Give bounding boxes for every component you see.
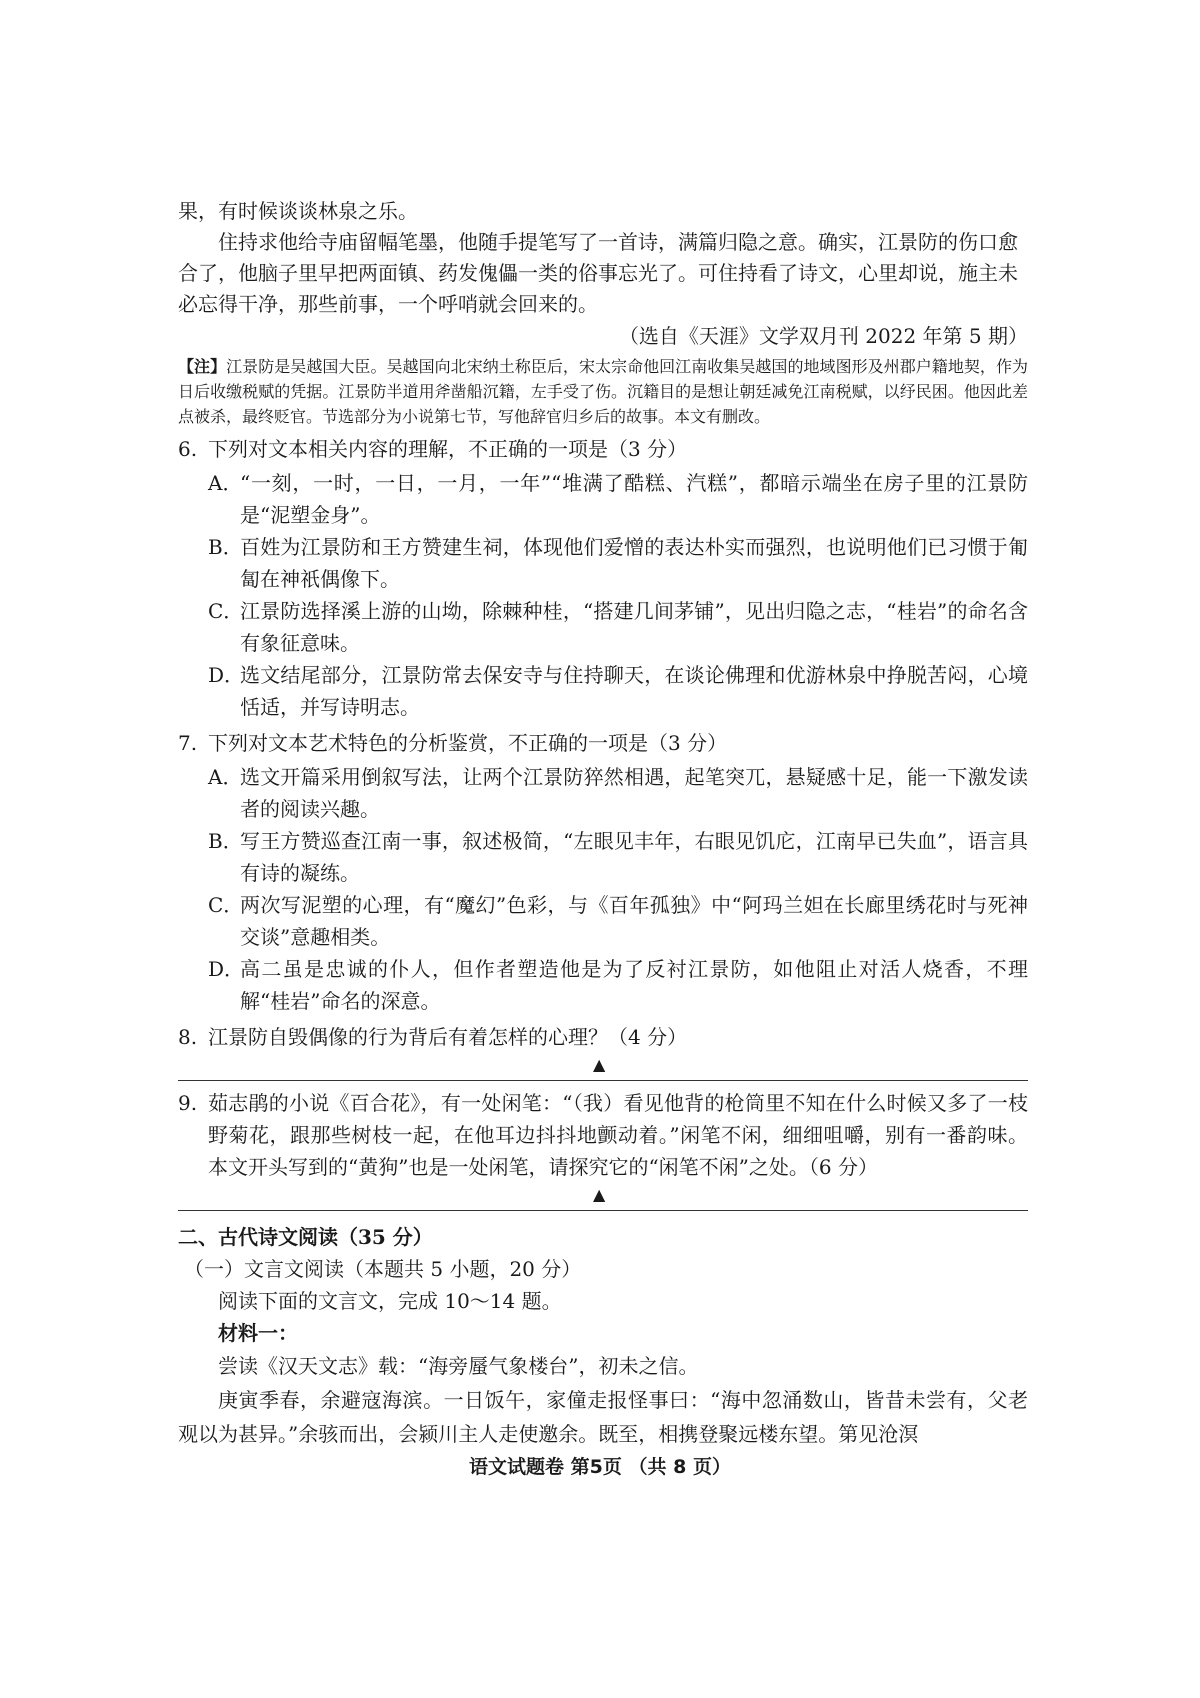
material-label: 材料一： — [218, 1321, 298, 1345]
option-label: B． — [208, 535, 243, 559]
option-label: A． — [208, 471, 243, 495]
option-text: 百姓为江景防和王方赞建生祠，体现他们爱憎的表达朴实而强烈，也说明他们已习惯于匍匐在神祇偶像下。 — [240, 535, 1028, 591]
source-citation: （选自《天涯》文学双月刊 2022 年第 5 期） — [618, 324, 1028, 348]
option-a — [208, 467, 1028, 531]
option-text: 选文开篇采用倒叙写法，让两个江景防猝然相遇，起笔突兀，悬疑感十足，能一下激发读者的阅读兴趣。 — [240, 765, 1028, 821]
option-label: A． — [208, 765, 243, 789]
option-d — [208, 953, 1028, 1017]
question-number: 6. — [178, 437, 198, 461]
option-text: 江景防选择溪上游的山坳，除棘种桂，“搭建几间茅铺”，见出归隐之志，“桂岩”的命名含有象征意味。 — [240, 599, 1028, 655]
page-content — [178, 196, 1028, 1451]
footnote — [178, 354, 1028, 429]
question-number: 8. — [178, 1025, 198, 1049]
question-stem: 下列对文本相关内容的理解，不正确的一项是（3 分） — [208, 437, 688, 461]
option-text: 写王方赞巡查江南一事，叙述极简，“左眼见丰年，右眼见饥庀，江南早已失血”，语言具有诗的凝练。 — [240, 829, 1028, 885]
option-a — [208, 761, 1028, 825]
option-d — [208, 659, 1028, 723]
subsection-title: （一）文言文阅读（本题共 5 小题，20 分） — [184, 1257, 582, 1281]
story-paragraph: 住持求他给寺庙留幅笔墨，他随手提笔写了一首诗，满篇归隐之意。确实，江景防的伤口愈合了，他脑子里早把两面镇、药发傀儡一类的俗事忘光了。可住持看了诗文，心里却说，施主未必忘得干净，那些前事，一个呼哨就会回来的。 — [178, 230, 1018, 316]
answer-line — [178, 1080, 1028, 1081]
question-number: 7. — [178, 731, 198, 755]
section-title: 二、古代诗文阅读（35 分） — [178, 1225, 433, 1249]
question-9 — [178, 1087, 1028, 1183]
continuation-line: 果，有时候谈谈林泉之乐。 — [178, 199, 418, 223]
question-number: 9. — [178, 1091, 198, 1115]
option-text: 选文结尾部分，江景防常去保安寺与住持聊天，在谈论佛理和优游林泉中挣脱苦闷，心境恬适，并写诗明志。 — [240, 663, 1028, 719]
option-text: 高二虽是忠诚的仆人，但作者塑造他是为了反衬江景防，如他阻止对活人烧香，不理解“桂岩”命名的深意。 — [240, 957, 1028, 1013]
option-text: “一刻，一时，一日，一月，一年”“堆满了酷糕、汽糕”，都暗示端坐在房子里的江景防是“泥塑金身”。 — [240, 471, 1028, 527]
classical-paragraph: 尝读《汉天文志》载：“海旁蜃气象楼台”，初未之信。 — [218, 1354, 699, 1378]
answer-marker-icon: ▲ — [593, 1055, 606, 1074]
option-c — [208, 595, 1028, 659]
option-label: C． — [208, 599, 244, 623]
option-label: D． — [208, 663, 245, 687]
answer-marker-icon: ▲ — [593, 1185, 606, 1204]
option-c — [208, 889, 1028, 953]
option-b — [208, 531, 1028, 595]
classical-paragraph: 庚寅季春，余避寇海滨。一日饭午，家僮走报怪事曰：“海中忽涌数山，皆昔未尝有，父老观以为甚异。”余骇而出，会颍川主人走使邀余。既至，相携登聚远楼东望。第见沧溟 — [178, 1388, 1028, 1446]
note-text: 江景防是吴越国大臣。吴越国向北宋纳土称臣后，宋太宗命他回江南收集吴越国的地域图形及州郡户籍地契，作为日后收缴税赋的凭据。江景防半道用斧凿船沉籍，左手受了伤。沉籍目的是想让朝廷减免江南税赋，以纾民困。他因此差点被杀，最终贬官。节选部分为小说第七节，写他辞官归乡后的故事。本文有删改。 — [178, 357, 1028, 426]
answer-area — [178, 1183, 1028, 1213]
question-7 — [178, 727, 1028, 1017]
option-text: 两次写泥塑的心理，有“魔幻”色彩，与《百年孤独》中“阿玛兰妲在长廊里绣花时与死神交谈”意趣相类。 — [240, 893, 1028, 949]
answer-area — [178, 1053, 1028, 1083]
option-label: D． — [208, 957, 245, 981]
option-label: B． — [208, 829, 243, 853]
answer-line — [178, 1210, 1028, 1211]
page-footer: 语文试题卷 第5页 （共 8 页） — [469, 1456, 731, 1478]
question-stem: 江景防自毁偶像的行为背后有着怎样的心理？（4 分） — [208, 1025, 688, 1049]
instruction: 阅读下面的文言文，完成 10～14 题。 — [218, 1289, 562, 1313]
question-stem: 茹志鹃的小说《百合花》，有一处闲笔：“（我）看见他背的枪筒里不知在什么时候又多了一枝野菊花，跟那些树枝一起，在他耳边抖抖地颤动着。”闲笔不闲，细细咀嚼，别有一番韵味。本文开头写到的“黄狗”也是一处闲笔，请探究它的“闲笔不闲”之处。（6 分） — [208, 1091, 1028, 1179]
question-8 — [178, 1021, 1028, 1053]
option-label: C． — [208, 893, 244, 917]
question-6 — [178, 433, 1028, 723]
note-tag: 【注】 — [178, 357, 227, 376]
option-b — [208, 825, 1028, 889]
question-stem: 下列对文本艺术特色的分析鉴赏，不正确的一项是（3 分） — [208, 731, 728, 755]
